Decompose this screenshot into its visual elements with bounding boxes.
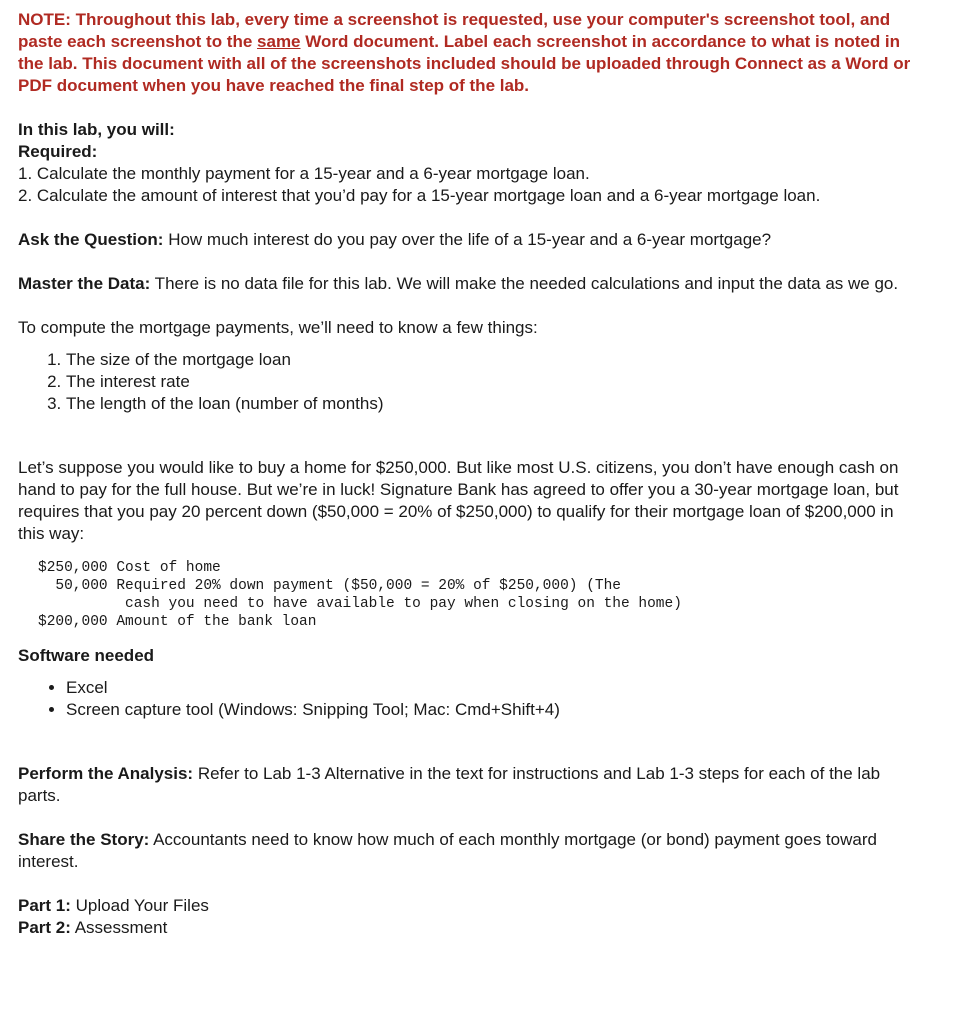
screenshot-note [18, 9, 918, 97]
part-text: Upload Your Files [70, 896, 209, 915]
part-1 [18, 895, 918, 917]
calc-line: $250,000 Cost of home [38, 560, 221, 576]
note-prefix: NOTE: Throughout this lab, every time a screenshot is requested, use your computer's screenshot tool, and paste each screenshot to the [18, 10, 891, 51]
required-item-2: 2. Calculate the amount of interest that you’d pay for a 15-year mortgage loan and a 6-year mortgage loan. [18, 186, 821, 205]
note-underlined-word: same [257, 32, 301, 51]
list-item: • Screen capture tool (Windows: Snipping Tool; Mac: Cmd+Shift+4) [66, 699, 918, 721]
scenario-paragraph: Let’s suppose you would like to buy a home for $250,000. But like most U.S. citizens, you don’t have enough cash on hand to pay for the full house. But we’re in luck! Signature Bank has agreed to offer you a 30-year mortgage loan, but requires that you pay 20 percent down ($50,000 = 20% of $250,000) to qualify for their mortgage loan of $200,000 in this way: [18, 458, 899, 543]
compute-intro: To compute the mortgage payments, we’ll need to know a few things: [18, 318, 538, 337]
list-item: 3. The length of the loan (number of months) [66, 393, 918, 415]
master-text: There is no data file for this lab. We will make the needed calculations and input the data as we go. [150, 274, 899, 293]
ask-question [18, 229, 918, 251]
part-label: Part 1: [18, 896, 71, 915]
software-heading: Software needed [18, 646, 155, 665]
calc-line: 50,000 Required 20% down payment ($50,000 = 20% of $250,000) (The [38, 578, 621, 594]
calc-line: cash you need to have available to pay when closing on the home) [38, 596, 682, 612]
list-item: • Excel [66, 677, 918, 699]
note-suffix: Word document. Label each screenshot in accordance to what is noted in the lab. This document with all of the screenshots included should be uploaded through Connect as a Word or PDF document when you have reached the final step of the lab. [18, 32, 911, 95]
perform-label: Perform the Analysis: [18, 764, 194, 783]
ask-text: How much interest do you pay over the life of a 15-year and a 6-year mortgage? [163, 230, 772, 249]
loan-calculation [38, 559, 918, 631]
share-story [18, 829, 918, 873]
part-text: Assessment [70, 918, 168, 937]
list-item: 1. The size of the mortgage loan [66, 349, 918, 371]
required-label: Required: [18, 142, 98, 161]
lab-document [18, 9, 918, 939]
share-text: Accountants need to know how much of each monthly mortgage (or bond) payment goes toward interest. [18, 830, 877, 871]
perform-text: Refer to Lab 1-3 Alternative in the text for instructions and Lab 1-3 steps for each of the lab parts. [18, 764, 881, 805]
required-item-1: 1. Calculate the monthly payment for a 15-year and a 6-year mortgage loan. [18, 164, 590, 183]
list-item: 2. The interest rate [66, 371, 918, 393]
perform-analysis [18, 763, 918, 807]
share-label: Share the Story: [18, 830, 150, 849]
part-label: Part 2: [18, 918, 71, 937]
software-list [18, 677, 918, 721]
master-label: Master the Data: [18, 274, 151, 293]
part-2 [18, 917, 918, 939]
compute-list [18, 349, 918, 415]
intro-heading: In this lab, you will: [18, 120, 175, 139]
ask-label: Ask the Question: [18, 230, 164, 249]
calc-line: $200,000 Amount of the bank loan [38, 614, 317, 630]
master-data [18, 273, 918, 295]
